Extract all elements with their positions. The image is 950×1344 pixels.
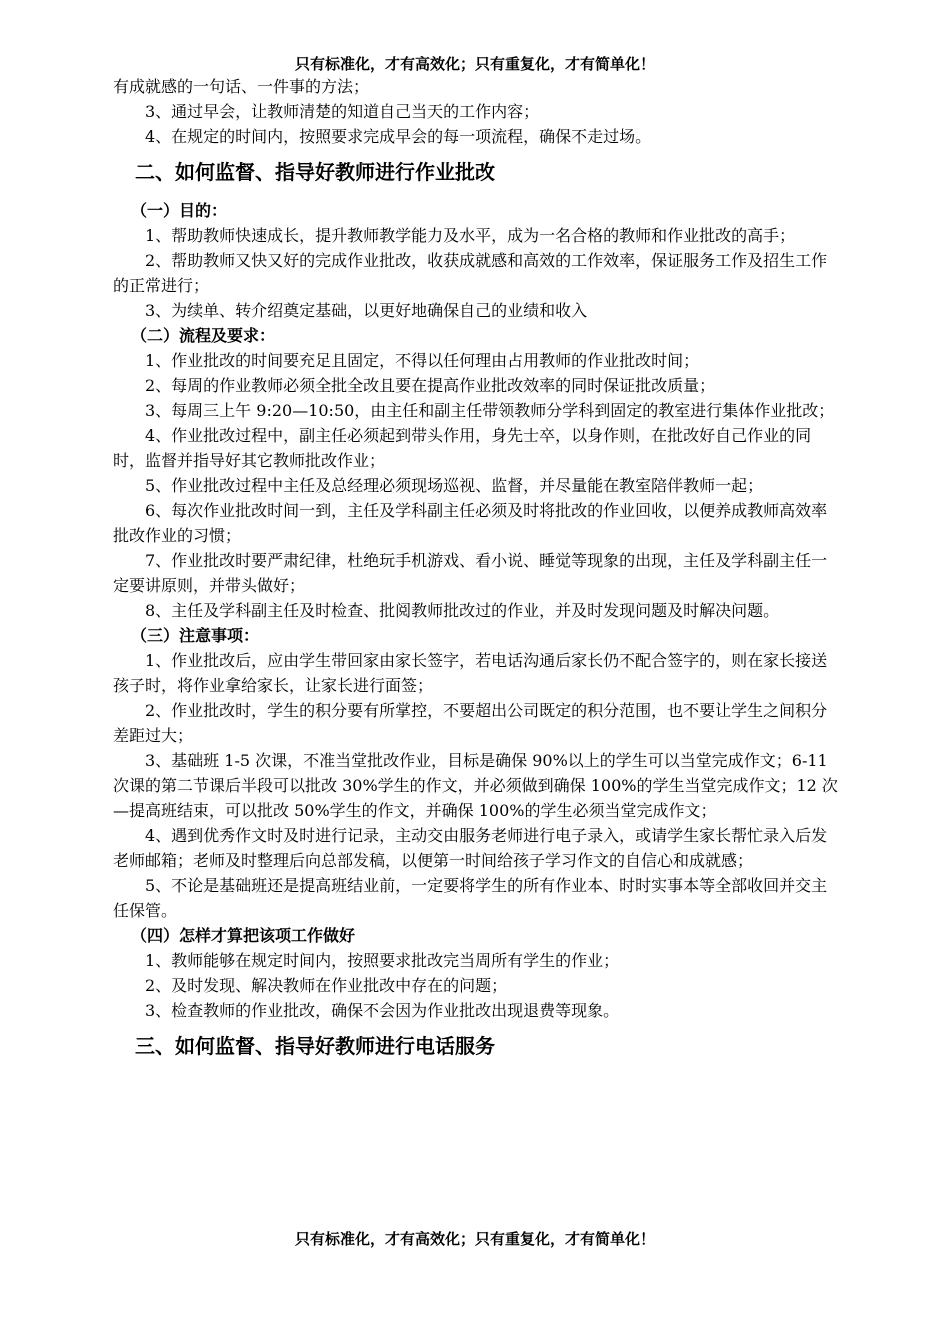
notes-item: 1、作业批改后，应由学生带回家由家长签字，若电话沟通后家长仍不配合签字的，则在家长接送孩子时，将作业拿给家长，让家长进行面签； <box>113 651 828 695</box>
section-3-title: 三、如何监督、指导好教师进行电话服务 <box>135 1034 495 1058</box>
intro-line: 4、在规定的时间内，按照要求完成早会的每一项流程，确保不走过场。 <box>145 127 652 146</box>
process-item: 7、作业批改时要严肃纪律，杜绝玩手机游戏、看小说、睡觉等现象的出现，主任及学科副主任一定要讲原则，并带头做好； <box>113 551 828 595</box>
howto-item: 1、教师能够在规定时间内，按照要求批改完当周所有学生的作业； <box>145 951 620 970</box>
notes-heading: （三）注意事项： <box>131 626 260 645</box>
purpose-item: 1、帮助教师快速成长，提升教师教学能力及水平，成为一名合格的教师和作业批改的高手； <box>145 226 796 245</box>
section-2-title: 二、如何监督、指导好教师进行作业批改 <box>135 160 495 184</box>
notes-item: 4、遇到优秀作文时及时进行记录，主动交由服务老师进行电子录入，或请学生家长帮忙录入后发老师邮箱；老师及时整理后向总部发稿，以便第一时间给孩子学习作文的自信心和成就感； <box>113 826 828 870</box>
notes-item: 5、不论是基础班还是提高班结业前，一定要将学生的所有作业本、时时实事本等全部收回并交主任保管。 <box>113 876 828 920</box>
howto-item: 2、及时发现、解决教师在作业批改中存在的问题； <box>145 976 508 995</box>
process-item: 8、主任及学科副主任及时检查、批阅教师批改过的作业，并及时发现问题及时解决问题。 <box>145 601 780 620</box>
process-item: 4、作业批改过程中，副主任必须起到带头作用，身先士卒，以身作则，在批改好自己作业的同时，监督并指导好其它教师批改作业； <box>113 426 812 470</box>
page-footer-slogan: 只有标准化，才有高效化；只有重复化，才有简单化！ <box>294 1230 655 1248</box>
process-heading: （二）流程及要求： <box>131 326 276 345</box>
process-item: 3、每周三上午 9:20—10:50，由主任和副主任带领教师分学科到固定的教室进行集体作业批改； <box>145 401 835 420</box>
process-item: 1、作业批改的时间要充足且固定，不得以任何理由占用教师的作业批改时间； <box>145 351 700 370</box>
intro-line: 有成就感的一句话、一件事的方法； <box>113 77 370 96</box>
purpose-item: 3、为续单、转介绍奠定基础，以更好地确保自己的业绩和收入 <box>145 301 588 320</box>
intro-line: 3、通过早会，让教师清楚的知道自己当天的工作内容； <box>145 102 540 121</box>
notes-item: 3、基础班 1-5 次课，不准当堂批改作业，目标是确保 90%以上的学生可以当堂完成作文；6-11 次课的第二节课后半段可以批改 30%学生的作文，并必须做到确保 100%的学生当堂完成作文；12 次—提高班结束，可以批改 50%学生的作文，并确保 100%的学生必须当堂完成作文； <box>113 751 838 820</box>
howto-heading: （四）怎样才算把该项工作做好 <box>131 926 356 945</box>
howto-item: 3、检查教师的作业批改，确保不会因为作业批改出现退费等现象。 <box>145 1001 620 1020</box>
document-body <box>113 74 841 1072</box>
purpose-item: 2、帮助教师又快又好的完成作业批改，收获成就感和高效的工作效率，保证服务工作及招生工作的正常进行； <box>113 251 828 295</box>
process-item: 2、每周的作业教师必须全批全改且要在提高作业批改效率的同时保证批改质量； <box>145 376 716 395</box>
notes-item: 2、作业批改时，学生的积分要有所掌控，不要超出公司既定的积分范围，也不要让学生之间积分差距过大； <box>113 701 828 745</box>
process-item: 5、作业批改过程中主任及总经理必须现场巡视、监督，并尽量能在教室陪伴教师一起； <box>145 476 764 495</box>
process-item: 6、每次作业批改时间一到，主任及学科副主任必须及时将批改的作业回收，以便养成教师高效率批改作业的习惯； <box>113 501 828 545</box>
purpose-heading: （一）目的： <box>131 201 228 220</box>
page-header-slogan: 只有标准化，才有高效化；只有重复化，才有简单化！ <box>294 55 655 73</box>
